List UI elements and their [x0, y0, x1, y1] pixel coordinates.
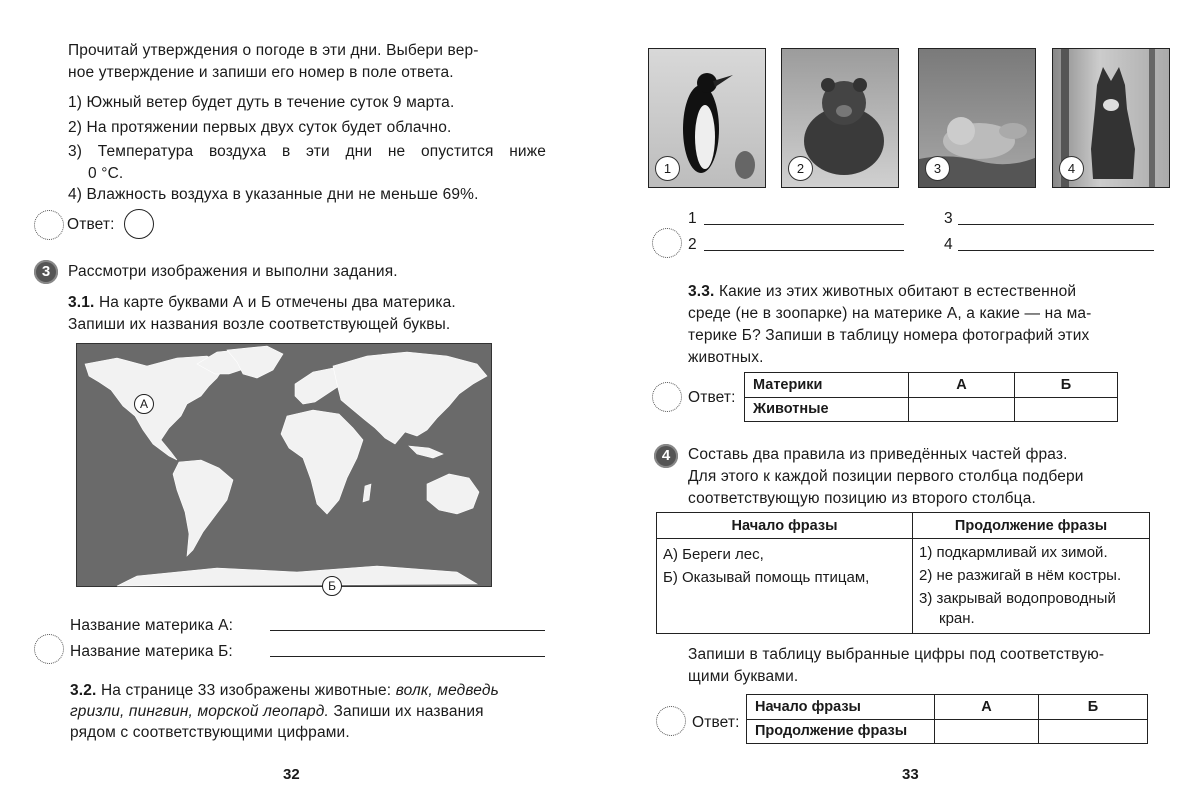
task-3-3-line-1: [688, 281, 1076, 303]
task-3-2-number: 3.2.: [70, 682, 97, 699]
photo-number-2: 2: [788, 156, 813, 181]
phrases-header-continuation: Продолжение фразы: [913, 513, 1150, 539]
statement-3: 3) Температура воздуха в эти дни не опустится ниже: [68, 143, 546, 160]
task-3-2-text-1: На странице 33 изображены животные:: [100, 682, 392, 699]
world-map: [76, 343, 492, 587]
task-4-line-2: Для этого к каждой позиции первого столбца подбери: [688, 468, 1084, 485]
photo-number-1: 1: [655, 156, 680, 181]
score-circle-3-3: [652, 382, 682, 412]
task-4-line-1: Составь два правила из приведённых частей фраз.: [688, 446, 1068, 463]
animals-table-header-a: А: [909, 373, 1015, 398]
task-3-badge: 3: [34, 260, 58, 284]
field-a-input[interactable]: [270, 630, 545, 631]
intro-line-1: Прочитай утверждения о погоде в эти дни. Выбери вер-: [68, 42, 479, 59]
phrase-2: 2) не разжигай в нём костры.: [919, 567, 1122, 584]
grizzly-photo: [781, 48, 899, 188]
task-3-3-line-3: терике Б? Запиши в таблицу номера фотографий этих: [688, 327, 1090, 344]
phrase-3-cont: кран.: [939, 610, 975, 627]
task-3-2-line-2: [70, 701, 484, 723]
penguin-photo: [648, 48, 766, 188]
field-a-label: Название материка А:: [70, 617, 234, 634]
rules-table-header-b: Б: [1039, 695, 1148, 720]
statement-4: 4) Влажность воздуха в указанные дни не меньше 69%.: [68, 186, 479, 203]
page-number-left: 32: [283, 766, 300, 783]
write-instruction-1: Запиши в таблицу выбранные цифры под соответствую-: [688, 646, 1105, 663]
answer-label: Ответ:: [67, 216, 115, 233]
animal-2-input[interactable]: [704, 250, 904, 251]
task-3-3-line-4: животных.: [688, 349, 764, 366]
phrases-header-start: Начало фразы: [657, 513, 913, 539]
statement-1: 1) Южный ветер будет дуть в течение суток 9 марта.: [68, 94, 455, 111]
animals-table: [744, 372, 1118, 422]
task-3-1-number: 3.1.: [68, 294, 95, 311]
task-3-3-text-1: Какие из этих животных обитают в естественной: [718, 283, 1077, 300]
animal-3-input[interactable]: [958, 224, 1154, 225]
rules-table-header-a: А: [935, 695, 1039, 720]
task-3-1-line-1: [68, 292, 456, 314]
photo-number-4: 4: [1059, 156, 1084, 181]
animals-table-header-continents: Материки: [745, 373, 909, 398]
photo-number-3: 3: [925, 156, 950, 181]
task-3-2-line-1: [70, 680, 499, 702]
task-3-2-line-3: рядом с соответствующими цифрами.: [70, 724, 350, 741]
phrase-b: Б) Оказывай помощь птицам,: [663, 569, 870, 586]
write-label-2: 2: [688, 236, 697, 253]
map-marker-a: А: [134, 394, 154, 414]
write-label-1: 1: [688, 210, 697, 227]
animal-1-input[interactable]: [704, 224, 904, 225]
task-3-2-italic-1: волк, медведь: [395, 682, 499, 699]
animals-table-cell-a[interactable]: [909, 397, 1015, 422]
intro-line-2: ное утверждение и запиши его номер в поле ответа.: [68, 64, 454, 81]
task-3-3-line-2: среде (не в зоопарке) на материке А, а какие — на ма-: [688, 305, 1092, 322]
wolf-photo: [1052, 48, 1170, 188]
answer-label-4: Ответ:: [692, 714, 740, 731]
rules-table-cell-b[interactable]: [1039, 719, 1148, 744]
animals-table-header-b: Б: [1015, 373, 1118, 398]
map-marker-b: Б: [322, 576, 342, 596]
answer-input[interactable]: [124, 209, 154, 239]
phrase-1: 1) подкармливай их зимой.: [919, 544, 1108, 561]
write-label-4: 4: [944, 236, 953, 253]
world-map-svg: [77, 344, 493, 588]
task-3-3-number: 3.3.: [688, 283, 715, 300]
task-3-1-line-2: Запиши их названия возле соответствующей буквы.: [68, 316, 451, 333]
score-circle-3-1: [34, 634, 64, 664]
seal-photo: [918, 48, 1036, 188]
animal-4-input[interactable]: [958, 250, 1154, 251]
task-3-1-text-1: На карте буквами А и Б отмечены два материка.: [98, 294, 456, 311]
task-4-badge: 4: [654, 444, 678, 468]
rules-table-header-start: Начало фразы: [747, 695, 935, 720]
rules-table: [746, 694, 1148, 744]
score-circle-4: [656, 706, 686, 736]
write-label-3: 3: [944, 210, 953, 227]
task-3-text: Рассмотри изображения и выполни задания.: [68, 263, 398, 280]
statement-2: 2) На протяжении первых двух суток будет облачно.: [68, 119, 452, 136]
field-b-label: Название материка Б:: [70, 643, 233, 660]
animals-table-cell-b[interactable]: [1015, 397, 1118, 422]
animals-table-row-label: Животные: [745, 397, 909, 422]
statement-3-cont: 0 °С.: [88, 165, 124, 182]
answer-label-3-3: Ответ:: [688, 389, 736, 406]
score-circle: [34, 210, 64, 240]
phrases-right-cell: [913, 539, 1150, 634]
task-3-2-italic-2: гризли, пингвин, морской леопард.: [70, 703, 329, 720]
rules-table-row-label: Продолжение фразы: [747, 719, 935, 744]
phrase-3: 3) закрывай водопроводный: [919, 590, 1116, 607]
field-b-input[interactable]: [270, 656, 545, 657]
task-3-2-text-2: Запиши их названия: [333, 703, 484, 720]
page-number-right: 33: [902, 766, 919, 783]
rules-table-cell-a[interactable]: [935, 719, 1039, 744]
phrase-a: А) Береги лес,: [663, 546, 764, 563]
score-circle-3-2: [652, 228, 682, 258]
phrases-left-cell: [657, 539, 913, 634]
task-4-line-3: соответствующую позицию из второго столбца.: [688, 490, 1036, 507]
write-instruction-2: щими буквами.: [688, 668, 799, 685]
phrases-table: [656, 512, 1150, 634]
